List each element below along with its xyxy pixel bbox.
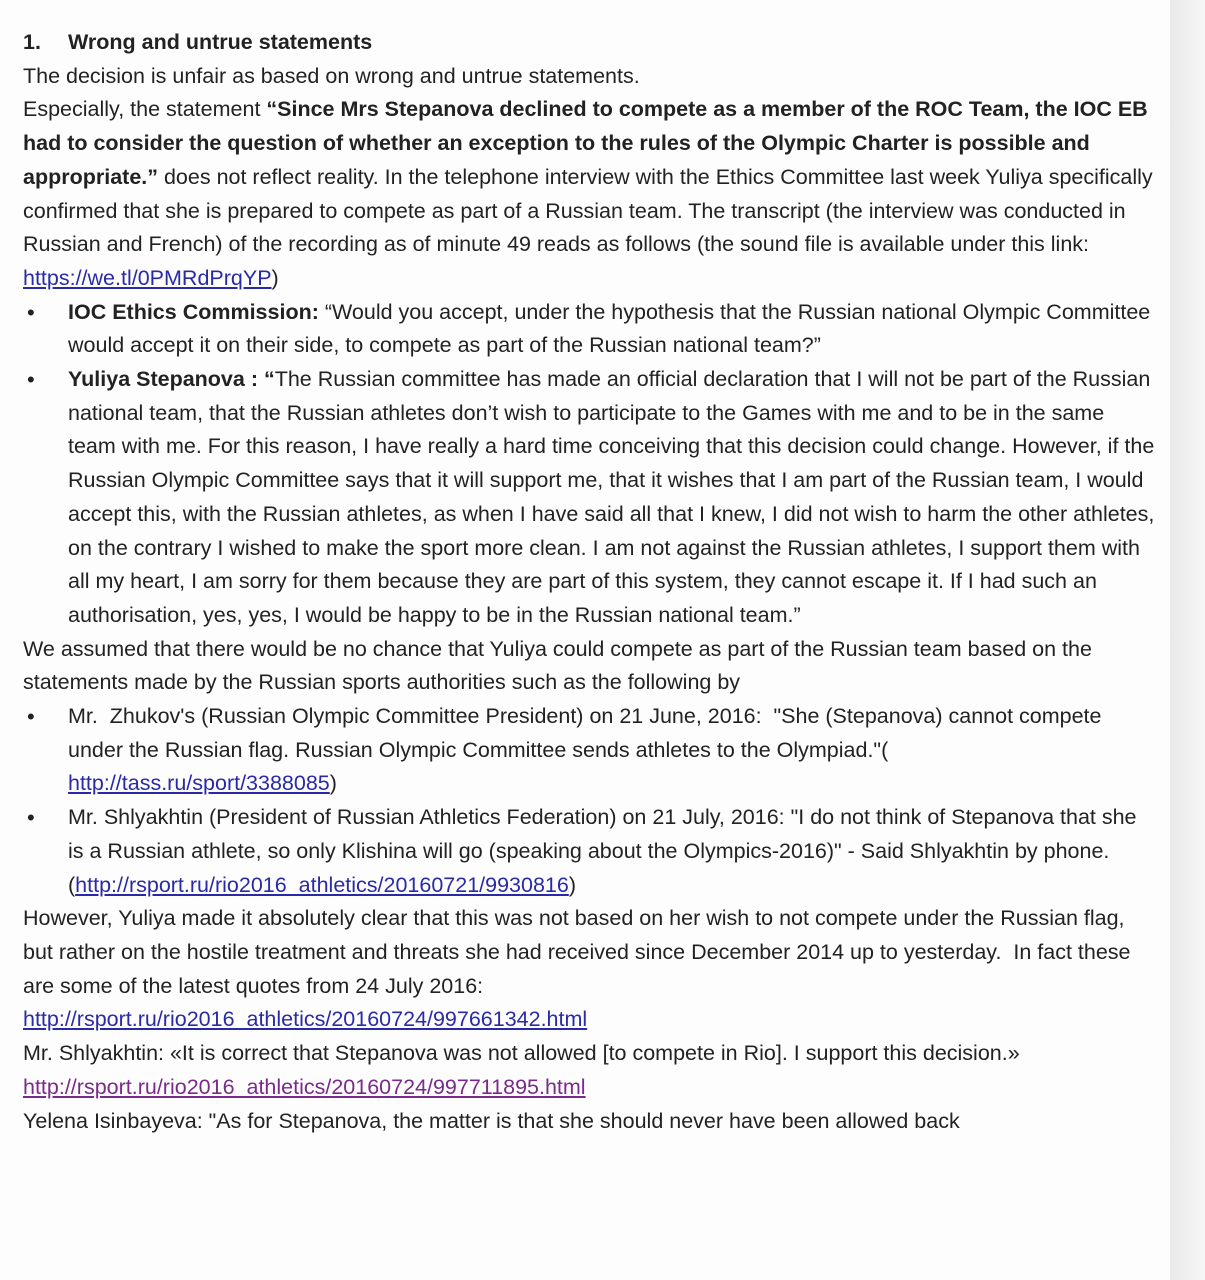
sound-file-link[interactable]: https://we.tl/0PMRdPrqYP: [23, 265, 272, 290]
paragraph-statement: [23, 93, 1156, 295]
quote-text: The Russian committee has made an official declaration that I will not be part of the Russian national team, that the Russian athletes don’t wish to participate to the Games with me and to be in the same team with me. For this reason, I have really a hard time conceiving that this decision could change. However, if the Russian Olympic Committee says that it will support me, that it wishes that I am part of the Russian team, I would accept this, with the Russian athletes, as when I have said all that I knew, I did not wish to harm the other athletes, on the contrary I wished to make the sport more clean. I am not against the Russian athletes, I support them with all my heart, I am sorry for them because they are part of this system, they cannot escape it. If I had such an authorisation, yes, yes, I would be happy to be in the Russian national team.”: [68, 367, 1155, 627]
authority-statement-list: [23, 700, 1156, 902]
list-item: [23, 700, 1156, 801]
quote-text: “Would you accept, under the hypothesis that the Russian national Olympic Committee would accept it on their side, to compete as part of the Russian national team?”: [68, 299, 1151, 358]
authority-statement-text: Mr. Zhukov's (Russian Olympic Committee President) on 21 June, 2016: "She (Stepanova) cannot compete under the Russian flag. Russian Olympic Committee sends athletes to the Olympiad."(: [68, 704, 1102, 762]
paragraph-assumption: We assumed that there would be no chance that Yuliya could compete as part of the Russian team based on the statements made by the Russian sports authorities such as the following by: [23, 636, 1092, 695]
statement-close: ): [271, 265, 279, 290]
paragraph-intro: The decision is unfair as based on wrong and untrue statements.: [23, 63, 640, 88]
list-item: [23, 801, 1156, 902]
statement-lead: Especially, the statement: [23, 97, 267, 122]
statement-close: ): [329, 771, 337, 796]
rsport-link-0724-b[interactable]: http://rsport.ru/rio2016_athletics/20160724/997711895.html: [23, 1074, 586, 1099]
paragraph-shlyakhtin-quote: Mr. Shlyakhtin: «It is correct that Stepanova was not allowed [to compete in Rio]. I support this decision.»: [23, 1041, 1020, 1066]
statement-rest: does not reflect reality. In the telephone interview with the Ethics Committee last week Yuliya specifically confirmed that she is prepared to compete as part of a Russian team. The transcript (the interview was conducted in Russian and French) of the recording as of minute 49 reads as follows (the sound file is available under this link:: [23, 164, 1153, 257]
paragraph-isinbayeva-quote: Yelena Isinbayeva: "As for Stepanova, the matter is that she should never have been allowed back: [23, 1108, 960, 1133]
rsport-link-0721[interactable]: http://rsport.ru/rio2016_athletics/20160721/9930816: [75, 872, 569, 897]
section-heading: [23, 26, 1156, 60]
authority-statement-text: Mr. Shlyakhtin (President of Russian Athletics Federation) on 21 July, 2016: "I do not think of Stepanova that she is a Russian athlete, so only Klishina will go (speaking about the Olympics-2016)" - Said Shlyakhtin by phone. (: [68, 805, 1137, 897]
interview-quote-list: [23, 296, 1156, 633]
statement-close: ): [568, 872, 577, 897]
tass-link[interactable]: http://tass.ru/sport/3388085: [68, 771, 330, 796]
list-item: [23, 296, 1156, 363]
section-number: 1.: [23, 30, 41, 54]
rsport-link-0724-a[interactable]: http://rsport.ru/rio2016_athletics/20160724/997661342.html: [23, 1007, 588, 1032]
section-title: Wrong and untrue statements: [68, 30, 373, 54]
page-gutter: [1170, 0, 1205, 1280]
statement-quote: “Since Mrs Stepanova declined to compete as a member of the ROC Team, the IOC EB had to consider the question of whether an exception to the rules of the Olympic Charter is possible and appropriate.”: [23, 97, 1148, 189]
list-item: [23, 363, 1156, 633]
paragraph-clarification: However, Yuliya made it absolutely clear that this was not based on her wish to not compete under the Russian flag, but rather on the hostile treatment and threats she had received since December 2014 up to yesterday. In fact these are some of the latest quotes from 24 July 2016:: [23, 906, 1131, 998]
quote-speaker: IOC Ethics Commission:: [68, 299, 319, 324]
quote-speaker: Yuliya Stepanova : “: [68, 367, 275, 392]
